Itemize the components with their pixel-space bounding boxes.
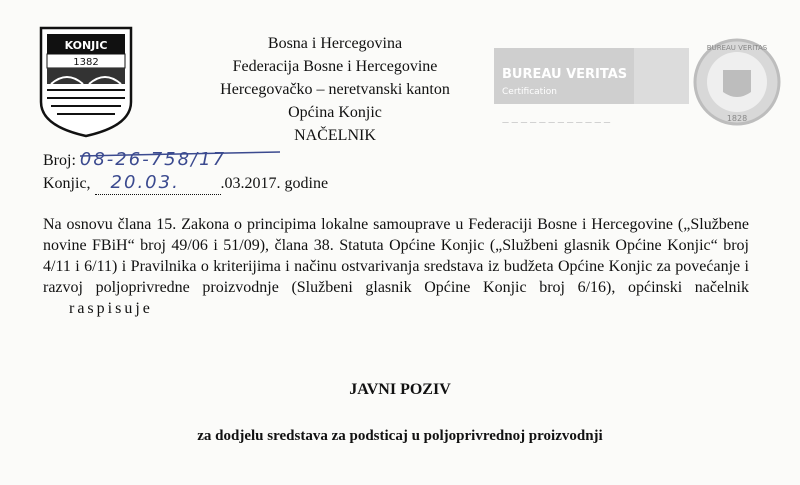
header-federation: Federacija Bosne i Hercegovine: [232, 58, 438, 75]
header-office: NAČELNIK: [294, 127, 376, 144]
svg-text:KONJIC: KONJIC: [64, 39, 108, 52]
legal-basis-paragraph: [43, 214, 749, 319]
raspisuje-word: raspisuje: [69, 300, 153, 317]
konjic-crest-logo: [37, 24, 135, 139]
svg-text:BUREAU VERITAS: BUREAU VERITAS: [706, 44, 768, 52]
svg-text:Certification: Certification: [502, 87, 557, 97]
date-suffix: .03.2017. godine: [220, 175, 329, 192]
header-municipality: Općina Konjic: [288, 104, 382, 121]
city-label: Konjic,: [43, 175, 91, 192]
date-line: [43, 173, 328, 195]
svg-text:1828: 1828: [726, 114, 748, 123]
date-fill-field: [95, 173, 221, 195]
paragraph-text: Na osnovu člana 15. Zakona o principima lokalne samouprave u Federaciji Bosne i Hercegovine („Službene novine FBiH“ broj 49/06 i 51/09), člana 38. Statuta Općine Konjic („Službeni glasnik Općine Konjic“ broj 4/11 i 6/11) i Pravilnika o kriterijima i načinu ostvarivanja sredstava iz budžeta Općine Konjic za povećanje i razvoj poljoprivredne proizvodnje (Službeni glasnik Općine Konjic broj 6/16), općinski načelnik: [43, 216, 749, 296]
document-title: JAVNI POZIV: [349, 381, 451, 398]
header-canton: Hercegovačko – neretvanski kanton: [220, 81, 450, 98]
header-country: Bosna i Hercegovina: [267, 35, 403, 52]
broj-scribble: [80, 150, 300, 172]
broj-handwritten: 08-26-758/17: [79, 149, 227, 170]
svg-text:1382: 1382: [73, 57, 99, 68]
svg-text:— — — — — — — — — — — —: — — — — — — — — — — — —: [502, 118, 611, 126]
bureau-veritas-certification-logo: [492, 30, 782, 132]
broj-label: Broj:: [43, 152, 76, 169]
date-handwritten: 20.03.: [110, 172, 180, 193]
document-subtitle: za dodjelu sredstava za podsticaj u poljoprivrednoj proizvodnji: [197, 428, 603, 444]
svg-text:BUREAU VERITAS: BUREAU VERITAS: [502, 67, 628, 82]
